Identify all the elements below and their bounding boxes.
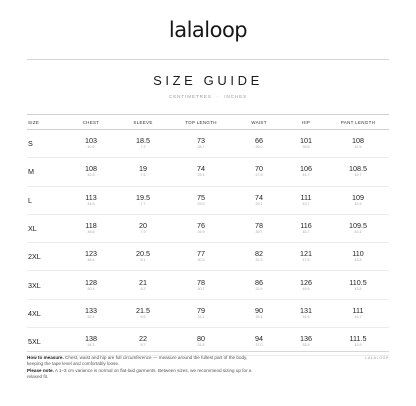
cell-hip xyxy=(285,243,327,271)
cell-chest xyxy=(65,299,117,327)
cell-chest xyxy=(65,271,117,299)
footer-divider xyxy=(27,351,389,352)
table-row xyxy=(27,243,389,271)
pant-length-cm: 109.5 xyxy=(349,221,367,231)
cell-hip xyxy=(285,299,327,327)
sleeve-cm: 21.5 xyxy=(136,305,150,315)
top-length-inches: 31.1 xyxy=(197,314,205,319)
unit-inches: INCHES xyxy=(224,94,248,99)
cell-sleeve xyxy=(117,158,169,186)
sleeve-inches: 8.7 xyxy=(140,343,146,348)
pant-length-cm: 109 xyxy=(352,192,364,202)
cell-waist xyxy=(233,243,285,271)
top-length-inches: 30.7 xyxy=(197,286,205,291)
cell-sleeve xyxy=(117,186,169,214)
cell-pant-length xyxy=(327,299,389,327)
unit-separator: · xyxy=(216,94,220,99)
hip-cm: 116 xyxy=(300,221,312,231)
top-length-inches: 29.5 xyxy=(197,201,205,206)
chest-cm: 108 xyxy=(85,164,97,174)
measure-notes xyxy=(27,355,257,381)
cell-sleeve xyxy=(117,214,169,242)
pant-length-inches: 43.7 xyxy=(354,314,362,319)
chest-inches: 44.5 xyxy=(87,201,95,206)
hip-cm: 101 xyxy=(300,136,312,146)
cell-waist xyxy=(233,158,285,186)
chest-inches: 54.3 xyxy=(87,343,95,348)
cell-waist xyxy=(233,271,285,299)
waist-cm: 74 xyxy=(255,192,263,202)
pant-length-cm: 111.5 xyxy=(349,334,367,344)
hip-cm: 111 xyxy=(300,192,312,202)
top-length-cm: 78 xyxy=(197,277,205,287)
sleeve-cm: 19 xyxy=(139,164,147,174)
header-row xyxy=(27,115,389,130)
table-row xyxy=(27,186,389,214)
chest-inches: 52.4 xyxy=(87,314,95,319)
chest-inches: 40.6 xyxy=(87,145,95,150)
cell-sleeve xyxy=(117,130,169,158)
chest-cm: 123 xyxy=(85,249,97,259)
chest-cm: 133 xyxy=(85,305,97,315)
top-length-cm: 76 xyxy=(197,221,205,231)
header-divider xyxy=(27,59,389,60)
waist-inches: 37.0 xyxy=(255,343,263,348)
waist-inches: 26.0 xyxy=(255,145,263,150)
unit-labels xyxy=(0,94,416,99)
brand-code: LALALOOP xyxy=(365,356,389,360)
chest-cm: 103 xyxy=(85,136,97,146)
cell-pant-length xyxy=(327,271,389,299)
sleeve-cm: 20 xyxy=(139,221,147,231)
col-header-size: SIZE xyxy=(27,115,65,130)
waist-inches: 35.4 xyxy=(255,314,263,319)
table-row xyxy=(27,299,389,327)
hip-inches: 49.6 xyxy=(302,286,310,291)
sleeve-cm: 22 xyxy=(139,334,147,344)
col-header-waist: WAIST xyxy=(233,115,285,130)
hip-inches: 47.6 xyxy=(302,258,310,263)
chest-cm: 113 xyxy=(85,192,97,202)
sleeve-inches: 8.5 xyxy=(140,314,146,319)
sleeve-inches: 7.3 xyxy=(140,145,146,150)
cell-waist xyxy=(233,130,285,158)
sleeve-cm: 19.5 xyxy=(136,192,150,202)
size-label: 5XL xyxy=(27,328,65,356)
cell-pant-length xyxy=(327,243,389,271)
chest-cm: 128 xyxy=(85,277,97,287)
cell-hip xyxy=(285,158,327,186)
pant-length-inches: 43.9 xyxy=(354,343,362,348)
chest-inches: 48.4 xyxy=(87,258,95,263)
waist-inches: 32.3 xyxy=(255,258,263,263)
measure-label: How to measure. xyxy=(27,355,64,360)
table-body xyxy=(27,130,389,356)
cell-waist xyxy=(233,214,285,242)
sleeve-cm: 18.5 xyxy=(136,136,150,146)
col-header-top-length: TOP LENGTH xyxy=(169,115,233,130)
cell-top-length xyxy=(169,214,233,242)
size-label: 4XL xyxy=(27,299,65,327)
top-length-cm: 74 xyxy=(197,164,205,174)
pant-length-cm: 108.5 xyxy=(349,164,367,174)
unit-centimetres: CENTIMETRES xyxy=(168,94,212,99)
waist-cm: 86 xyxy=(255,277,263,287)
sleeve-cm: 20.5 xyxy=(136,249,150,259)
waist-inches: 30.7 xyxy=(255,230,263,235)
waist-inches: 27.6 xyxy=(255,173,263,178)
chest-inches: 42.5 xyxy=(87,173,95,178)
cell-chest xyxy=(65,214,117,242)
hip-inches: 41.7 xyxy=(302,173,310,178)
hip-cm: 136 xyxy=(300,334,312,344)
cell-hip xyxy=(285,214,327,242)
waist-cm: 70 xyxy=(255,164,263,174)
waist-cm: 82 xyxy=(255,249,263,259)
hip-cm: 106 xyxy=(300,164,312,174)
top-length-inches: 30.3 xyxy=(197,258,205,263)
cell-pant-length xyxy=(327,186,389,214)
pant-length-inches: 43.1 xyxy=(354,230,362,235)
top-length-inches: 29.9 xyxy=(197,230,205,235)
pant-length-cm: 108 xyxy=(352,136,364,146)
pant-length-inches: 43.5 xyxy=(354,286,362,291)
col-header-sleeve: SLEEVE xyxy=(117,115,169,130)
sleeve-inches: 7.5 xyxy=(140,173,146,178)
size-label: M xyxy=(27,158,65,186)
col-header-pant-length: PANT LENGTH xyxy=(327,115,389,130)
sleeve-inches: 7.9 xyxy=(140,230,146,235)
top-length-inches: 29.1 xyxy=(197,173,205,178)
pant-length-inches: 43.3 xyxy=(354,258,362,263)
note-label: Please note. xyxy=(27,367,54,373)
size-label: 3XL xyxy=(27,271,65,299)
pant-length-inches: 42.9 xyxy=(354,201,362,206)
hip-inches: 39.8 xyxy=(302,145,310,150)
pant-length-inches: 42.5 xyxy=(354,145,362,150)
cell-waist xyxy=(233,299,285,327)
cell-chest xyxy=(65,130,117,158)
measure-text: Chest, waist and hip are full circumference — measure around the fullest part of the body, keeping the tape level and comfortably loose. xyxy=(27,355,248,367)
hip-inches: 45.7 xyxy=(302,230,310,235)
top-length-cm: 80 xyxy=(197,334,205,344)
hip-cm: 121 xyxy=(300,249,312,259)
size-label: S xyxy=(27,130,65,158)
col-header-chest: CHEST xyxy=(65,115,117,130)
cell-top-length xyxy=(169,186,233,214)
page-title: SIZE GUIDE xyxy=(153,73,263,88)
hip-cm: 126 xyxy=(300,277,312,287)
size-label: 2XL xyxy=(27,243,65,271)
table-row xyxy=(27,214,389,242)
pant-length-cm: 110 xyxy=(352,249,364,259)
pant-length-cm: 111 xyxy=(352,305,364,315)
table-row xyxy=(27,158,389,186)
cell-top-length xyxy=(169,299,233,327)
sleeve-inches: 7.7 xyxy=(140,201,146,206)
cell-top-length xyxy=(169,271,233,299)
waist-cm: 78 xyxy=(255,221,263,231)
table-row xyxy=(27,130,389,158)
hip-inches: 51.6 xyxy=(302,314,310,319)
top-length-inches: 31.5 xyxy=(197,343,205,348)
chest-cm: 118 xyxy=(85,221,97,231)
sleeve-inches: 8.1 xyxy=(140,258,146,263)
brand-logo: lalaloop xyxy=(168,18,248,42)
top-length-cm: 77 xyxy=(197,249,205,259)
top-length-cm: 79 xyxy=(197,305,205,315)
cell-pant-length xyxy=(327,214,389,242)
col-header-hip: HIP xyxy=(285,115,327,130)
cell-hip xyxy=(285,271,327,299)
top-length-inches: 28.7 xyxy=(197,145,205,150)
chest-cm: 138 xyxy=(85,334,97,344)
cell-sleeve xyxy=(117,243,169,271)
cell-sleeve xyxy=(117,299,169,327)
table-row xyxy=(27,271,389,299)
cell-waist xyxy=(233,186,285,214)
cell-hip xyxy=(285,130,327,158)
cell-chest xyxy=(65,158,117,186)
size-label: L xyxy=(27,186,65,214)
size-table xyxy=(27,114,389,356)
cell-top-length xyxy=(169,158,233,186)
size-label: XL xyxy=(27,214,65,242)
table-header xyxy=(27,115,389,130)
sleeve-inches: 8.3 xyxy=(140,286,146,291)
cell-top-length xyxy=(169,243,233,271)
cell-top-length xyxy=(169,130,233,158)
waist-cm: 66 xyxy=(255,136,263,146)
chest-inches: 50.4 xyxy=(87,286,95,291)
pant-length-inches: 42.7 xyxy=(354,173,362,178)
pant-length-cm: 110.5 xyxy=(349,277,367,287)
waist-cm: 94 xyxy=(255,334,263,344)
hip-inches: 53.5 xyxy=(302,343,310,348)
top-length-cm: 73 xyxy=(197,136,205,146)
waist-cm: 90 xyxy=(255,305,263,315)
waist-inches: 29.1 xyxy=(255,201,263,206)
cell-chest xyxy=(65,186,117,214)
cell-hip xyxy=(285,186,327,214)
top-length-cm: 75 xyxy=(197,192,205,202)
hip-inches: 43.7 xyxy=(302,201,310,206)
chest-inches: 46.5 xyxy=(87,230,95,235)
waist-inches: 33.9 xyxy=(255,286,263,291)
cell-sleeve xyxy=(117,271,169,299)
sleeve-cm: 21 xyxy=(139,277,147,287)
note-text: A 1–3 cm variance is normal on flat-laid garments. Between sizes, we recommend sizing up for a relaxed fit. xyxy=(27,367,252,380)
cell-pant-length xyxy=(327,130,389,158)
cell-pant-length xyxy=(327,158,389,186)
cell-chest xyxy=(65,243,117,271)
hip-cm: 131 xyxy=(300,305,312,315)
